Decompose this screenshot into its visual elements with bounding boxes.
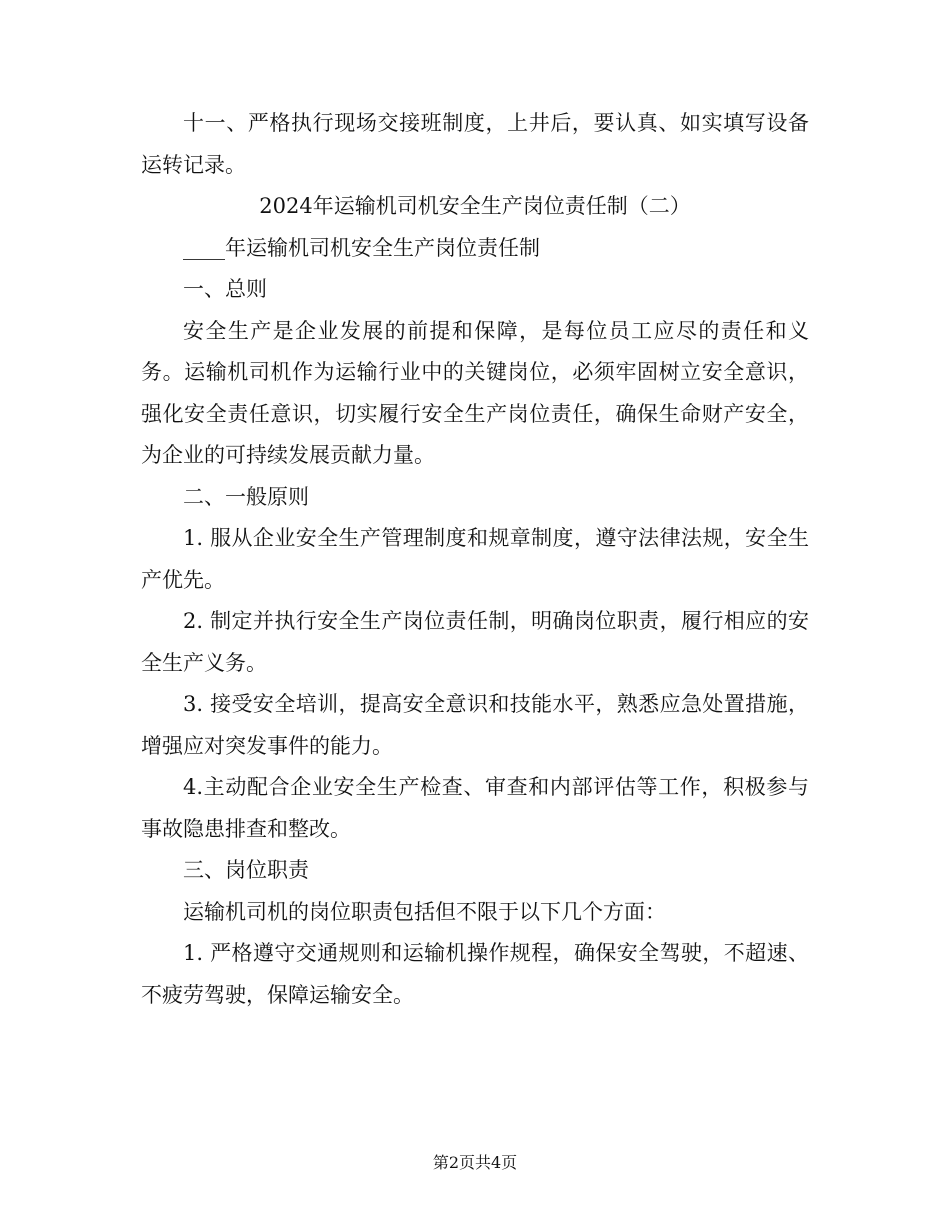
paragraph-general-text: 安全生产是企业发展的前提和保障，是每位员工应尽的责任和义务。运输机司机作为运输行业中的关键岗位，必须牢固树立安全意识，强化安全责任意识，切实履行安全生产岗位责任，确保生命财产安全，为企业的可持续发展贡献力量。 [141, 318, 809, 467]
page-number-footer: 第2页共4页 [432, 1153, 518, 1172]
list-item-principle-3: 3. 接受安全培训，提高安全意识和技能水平，熟悉应急处置措施，增强应对突发事件的能力。 [141, 692, 809, 758]
paragraph-shift-handover: 十一、严格执行现场交接班制度，上井后，要认真、如实填写设备运转记录。 [141, 111, 809, 177]
document-body [141, 103, 809, 1016]
heading-general: 一、总则 [183, 277, 267, 301]
paragraph-duties-intro: 运输机司机的岗位职责包括但不限于以下几个方面： [183, 899, 666, 924]
heading-duties: 三、岗位职责 [183, 858, 309, 882]
paragraph-doc-subtitle: ____年运输机司机安全生产岗位责任制 [183, 235, 540, 260]
list-item-principle-2: 2. 制定并执行安全生产岗位责任制，明确岗位职责，履行相应的安全生产义务。 [141, 609, 809, 675]
list-item-principle-4: 4.主动配合企业安全生产检查、审查和内部评估等工作，积极参与事故隐患排查和整改。 [141, 775, 809, 841]
heading-principles: 二、一般原则 [183, 484, 309, 509]
section-title: 2024年运输机司机安全生产岗位责任制（二） [259, 194, 691, 218]
list-item-principle-1: 1. 服从企业安全生产管理制度和规章制度，遵守法律法规，安全生产优先。 [141, 526, 809, 592]
list-item-duty-1: 1. 严格遵守交通规则和运输机操作规程，确保安全驾驶，不超速、不疲劳驾驶，保障运输安全。 [141, 941, 809, 1007]
